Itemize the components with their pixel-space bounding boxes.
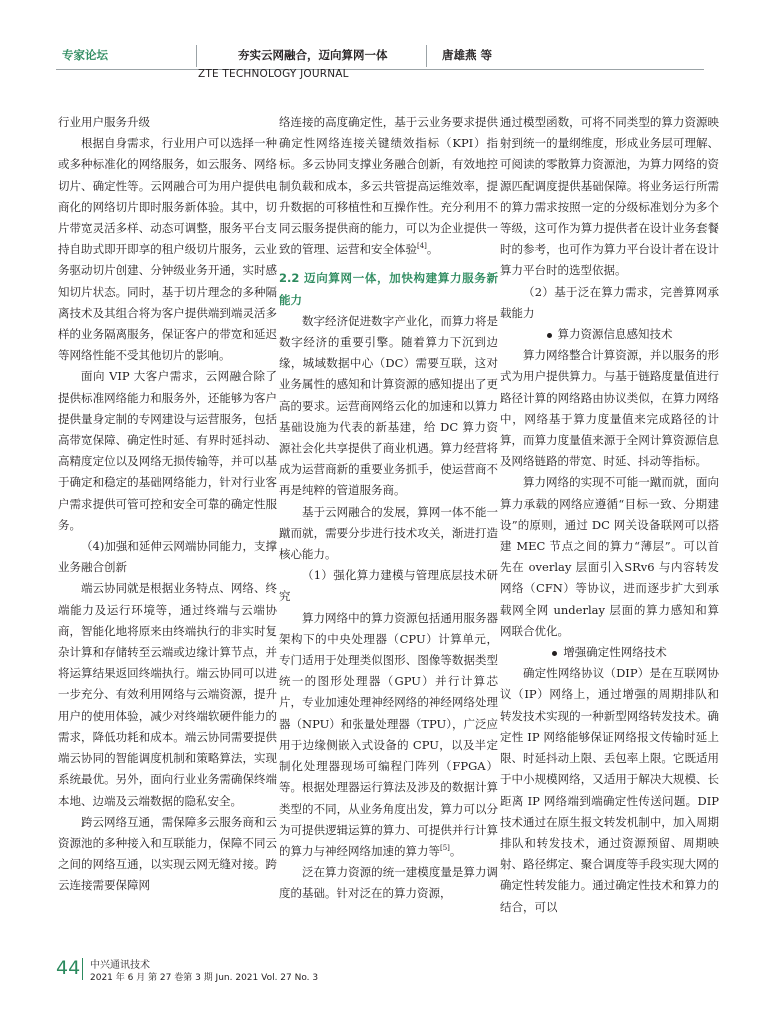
bullet-icon (552, 651, 557, 656)
running-authors: 唐雄燕 等 (442, 48, 493, 62)
journal-name: ZTE TECHNOLOGY JOURNAL (198, 68, 349, 80)
subsection-heading: （1）强化算力建模与管理底层技术研究 (279, 568, 498, 604)
paragraph: 根据自身需求，行业用户可以选择一种或多种标准化的网络服务，如云服务、网络切片、确定性等。云网融合可为用户提供电商化的网络切片即时服务新体验。其中，切片带宽灵活多样、动态可调整，服务平台支持自助式即开即享的租户级切片服务，云业务驱动切片创建、分钟级业务开通，实时感知切片状态。同时，基于切片理念的多种隔离技术及其组合将为客户提供端到端灵活多样的业务隔离服务，保证客户的带宽和延迟等网络性能不受其他切片的影响。 (58, 136, 277, 363)
paragraph: 端云协同就是根据业务特点、网络、终端能力及运行环境等，通过终端与云端协商，智能化地将原来由终端执行的非实时复杂计算和存储转至云端或边缘计算节点，并将运算结果返回终端执行。端云协同可以进一步充分、有效利用网络与云端资源，提升用户的使用体验，减少对终端软硬件能力的需求，降低功耗和成本。端云协同需要提供端云协同的智能调度机制和策略算法，实现系统最优。另外，面向行业业务需确保终端本地、边端及云端数据的隐私安全。 (58, 581, 277, 808)
bullet-icon (547, 333, 552, 338)
bullet-text: 增强确定性网络技术 (563, 645, 667, 660)
paragraph-text: 算力网络中的算力资源包括通用服务器架构下的中央处理器（CPU）计算单元，专门适用于处理类似图形、图像等数据类型统一的图形处理器（GPU）并行计算芯片，专业加速处理神经网络的神经网络处理器（NPU）和张量处理器（TPU），广泛应用于边缘侧嵌入式设备的 CPU，以及半定制化处理器现场可编程门阵列（FPGA）等。根据处理器运行算法及涉及的数据计算类型的不同，从业务角度出发，算力可以分为可提供逻辑运算的算力、可提供并行计算的算力与神经网络加速的算力等 (279, 610, 498, 858)
page-number: 44 (56, 957, 81, 979)
footer-issue: 2021 年 6 月 第 27 卷第 3 期 Jun. 2021 Vol. 27 No. 3 (90, 973, 319, 983)
header-divider (426, 45, 427, 67)
paragraph: 跨云网络互通，需保障多云服务商和云资源池的多种接入和互联能力，保障不同云之间的网络互通，以实现云网无缝对接。跨云连接需要保障网 (58, 814, 277, 893)
paragraph: 确定性网络协议（DIP）是在互联网协议（IP）网络上，通过增强的周期排队和转发技术实现的一种新型网络转发技术。确定性 IP 网络能够保证网络报文传输时延上限、时延抖动上限、丢包率上限。它既适用于中小规模网络，又适用于解决大规模、长距离 IP 网络端到端确定性传送问题。DIP技术通过在原生报文转发机制中，加入周期排队和转发技术，通过资源预留、周期映射、路径绑定、聚合调度等手段实现大网的确定性转发能力。通过确定性技术和算力的结合，可以 (500, 666, 719, 914)
paragraph (279, 608, 498, 862)
header-divider (196, 45, 197, 67)
subsection-heading: （4)加强和延伸云网端协同能力，支撑业务融合创新 (58, 539, 277, 575)
paragraph: 面向 VIP 大客户需求，云网融合除了提供标准网络能力和服务外，还能够为客户提供量身定制的专网建设与运营服务，包括高带宽保障、确定性时延、有界时延抖动、高精度定位以及网络无损传输等，并可以基于确定和稳定的基础网络能力，针对行业客户需求提供可管可控和安全可靠的确定性服务。 (58, 369, 277, 532)
text-column-3 (500, 112, 719, 922)
bullet-heading (500, 642, 719, 663)
text-column-2 (279, 112, 498, 922)
period: 。 (426, 242, 439, 257)
footer-divider (82, 958, 83, 980)
paragraph: 数字经济促进数字产业化，而算力将是数字经济的重要引擎。随着算力下沉到边缘，城域数据中心（DC）需要互联，这对业务属性的感知和计算资源的感知提出了更高的要求。运营商网络云化的加速和以算力基础设施为代表的新基建，给 DC 算力资源社会化共享提供了商业机遇。算力经营将成为运营商新的重要业务抓手，使运营商不再是纯粹的管道服务商。 (279, 313, 498, 498)
period: 。 (449, 843, 462, 858)
paragraph: 泛在算力资源的统一建模度量是算力调度的基础。针对泛在的算力资源， (279, 865, 498, 901)
citation: [5] (440, 844, 450, 853)
paragraph: 算力网络的实现不可能一蹴而就，面向算力承载的网络应遵循“目标一致、分期建设”的原则，通过 DC 网关设备联网可以搭建 MEC 节点之间的算力“薄层”。可以首先在 overlay 层面引入SRv6 与内容转发网络（CFN）等协议，进而逐步扩大到承载网全网 underlay 层面的算力感知和算网联合优化。 (500, 475, 719, 638)
bullet-text: 算力资源信息感知技术 (557, 327, 673, 342)
bullet-heading (500, 324, 719, 345)
paragraph: 算力网络整合计算资源，并以服务的形式为用户提供算力。与基于链路度量值进行路径计算的网络路由协议类似，在算力网络中，网络基于算力度量值来完成路径的计算，而算力度量值来源于全网计算资源信息及网络链路的带宽、时延、抖动等指标。 (500, 348, 719, 469)
paragraph: 通过模型函数，可将不同类型的算力资源映射到统一的量纲维度，形成业务层可理解、可阅读的零散算力资源池，为算力网络的资源匹配调度提供基础保障。将业务运行所需的算力需求按照一定的分级标准划分为多个等级，这可作为算力提供者在设计业务套餐时的参考，也可作为算力平台设计者在设计算力平台时的选型依据。 (500, 115, 719, 278)
text-column-1 (58, 112, 277, 922)
citation: [4] (417, 242, 427, 251)
running-title: 夯实云网融合，迈向算网一体 (238, 48, 388, 62)
paragraph: 基于云网融合的发展，算网一体不能一蹴而就，需要分步进行技术攻关，渐进打造核心能力。 (279, 504, 498, 562)
paragraph: 行业用户服务升级 (58, 115, 150, 129)
paragraph-text: 络连接的高度确定性，基于云业务要求提供确定性网络连接关键绩效指标（KPI）指标。多云协同支撑业务融合创新，有效地控制负载和成本，多云共管提高运维效率，提升数据的可移植性和互操作性。充分利用不同云服务提供商的能力，可以为企业提供一致的管理、运营和安全体验 (279, 115, 498, 257)
footer-journal: 中兴通讯技术 (90, 960, 150, 971)
section-label: 专家论坛 (62, 48, 108, 62)
paragraph (279, 112, 498, 260)
running-header (56, 43, 704, 70)
subsection-heading: （2）基于泛在算力需求，完善算网承载能力 (500, 284, 719, 320)
section-heading: 2.2 迈向算网一体，加快构建算力服务新能力 (279, 271, 498, 307)
